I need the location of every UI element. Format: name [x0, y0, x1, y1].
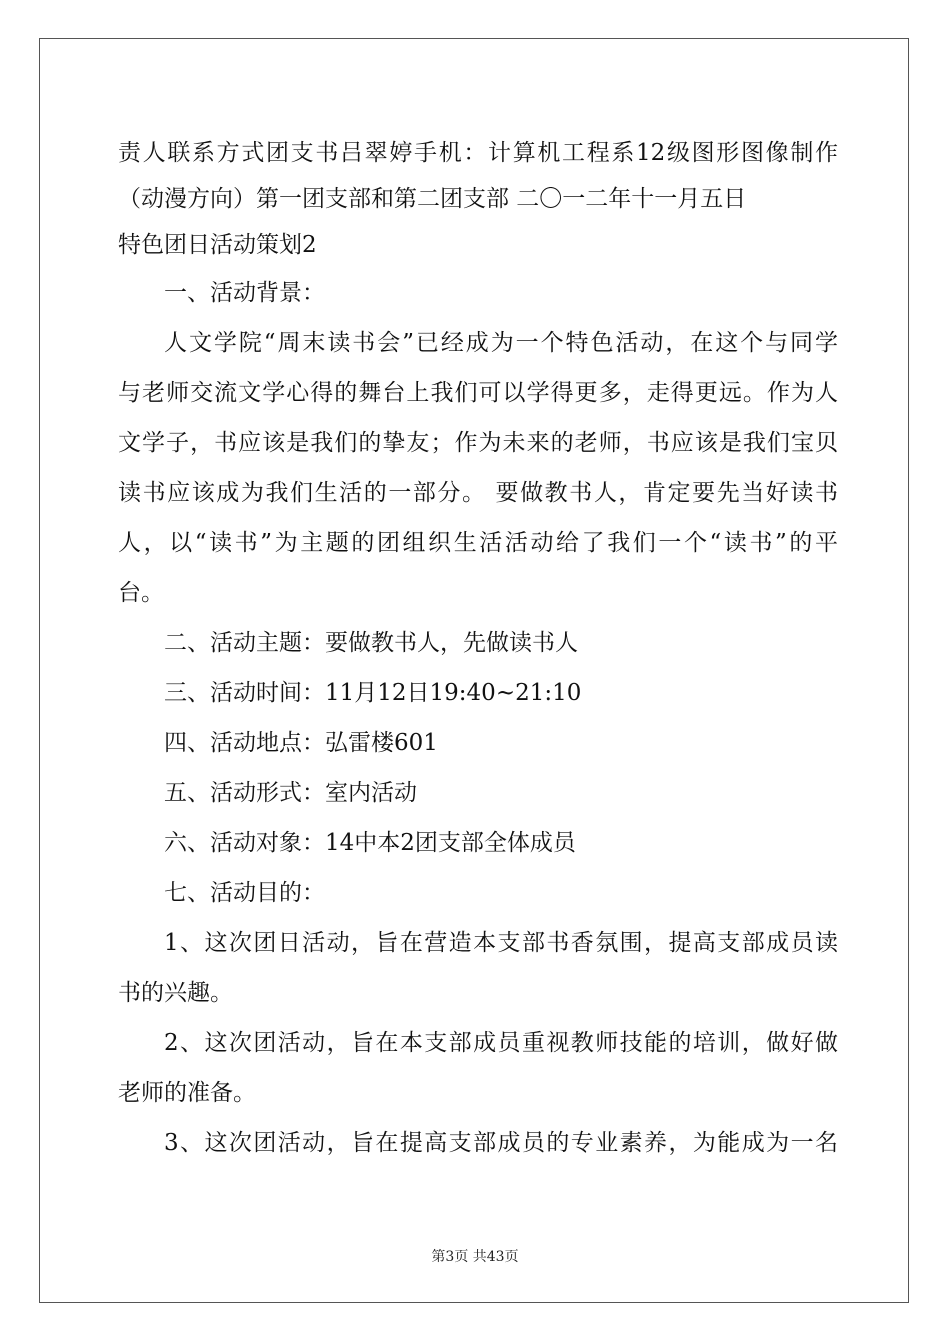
- paragraph-line: 书的兴趣。: [118, 980, 233, 1006]
- section-title: 特色团日活动策划2: [118, 232, 317, 258]
- activity-time: 三、活动时间：11月12日19:40~21:10: [164, 680, 582, 706]
- activity-participants: 六、活动对象：14中本2团支部全体成员: [164, 830, 576, 856]
- paragraph-line: 文学子，书应该是我们的挚友；作为未来的老师，书应该是我们宝贝: [118, 430, 838, 456]
- paragraph-line: 2、这次团活动，旨在本支部成员重视教师技能的培训，做好做: [164, 1030, 838, 1056]
- paragraph-line: 老师的准备。: [118, 1080, 256, 1106]
- activity-location: 四、活动地点：弘雷楼601: [164, 730, 438, 756]
- paragraph-line: （动漫方向）第一团支部和第二团支部 二〇一二年十一月五日: [118, 186, 747, 212]
- paragraph-line: 1、这次团日活动，旨在营造本支部书香氛围，提高支部成员读: [164, 930, 838, 956]
- paragraph-line: 台。: [118, 580, 164, 606]
- paragraph-line: 责人联系方式团支书吕翠婷手机：计算机工程系12级图形图像制作: [118, 140, 838, 166]
- paragraph-line: 人，以“读书”为主题的团组织生活活动给了我们一个“读书”的平: [118, 530, 838, 556]
- page-number: 第3页 共43页: [431, 1249, 519, 1265]
- heading-background: 一、活动背景：: [164, 280, 325, 306]
- paragraph-line: 3、这次团活动，旨在提高支部成员的专业素养，为能成为一名: [164, 1130, 838, 1156]
- document-body: [118, 130, 838, 1168]
- activity-format: 五、活动形式：室内活动: [164, 780, 417, 806]
- paragraph-line: 读书应该成为我们生活的一部分。 要做教书人，肯定要先当好读书: [118, 480, 838, 506]
- paragraph-line: 与老师交流文学心得的舞台上我们可以学得更多，走得更远。作为人: [118, 380, 838, 406]
- activity-theme: 二、活动主题：要做教书人，先做读书人: [164, 630, 578, 656]
- heading-purpose: 七、活动目的：: [164, 880, 325, 906]
- paragraph-line: 人文学院“周末读书会”已经成为一个特色活动，在这个与同学: [164, 330, 838, 356]
